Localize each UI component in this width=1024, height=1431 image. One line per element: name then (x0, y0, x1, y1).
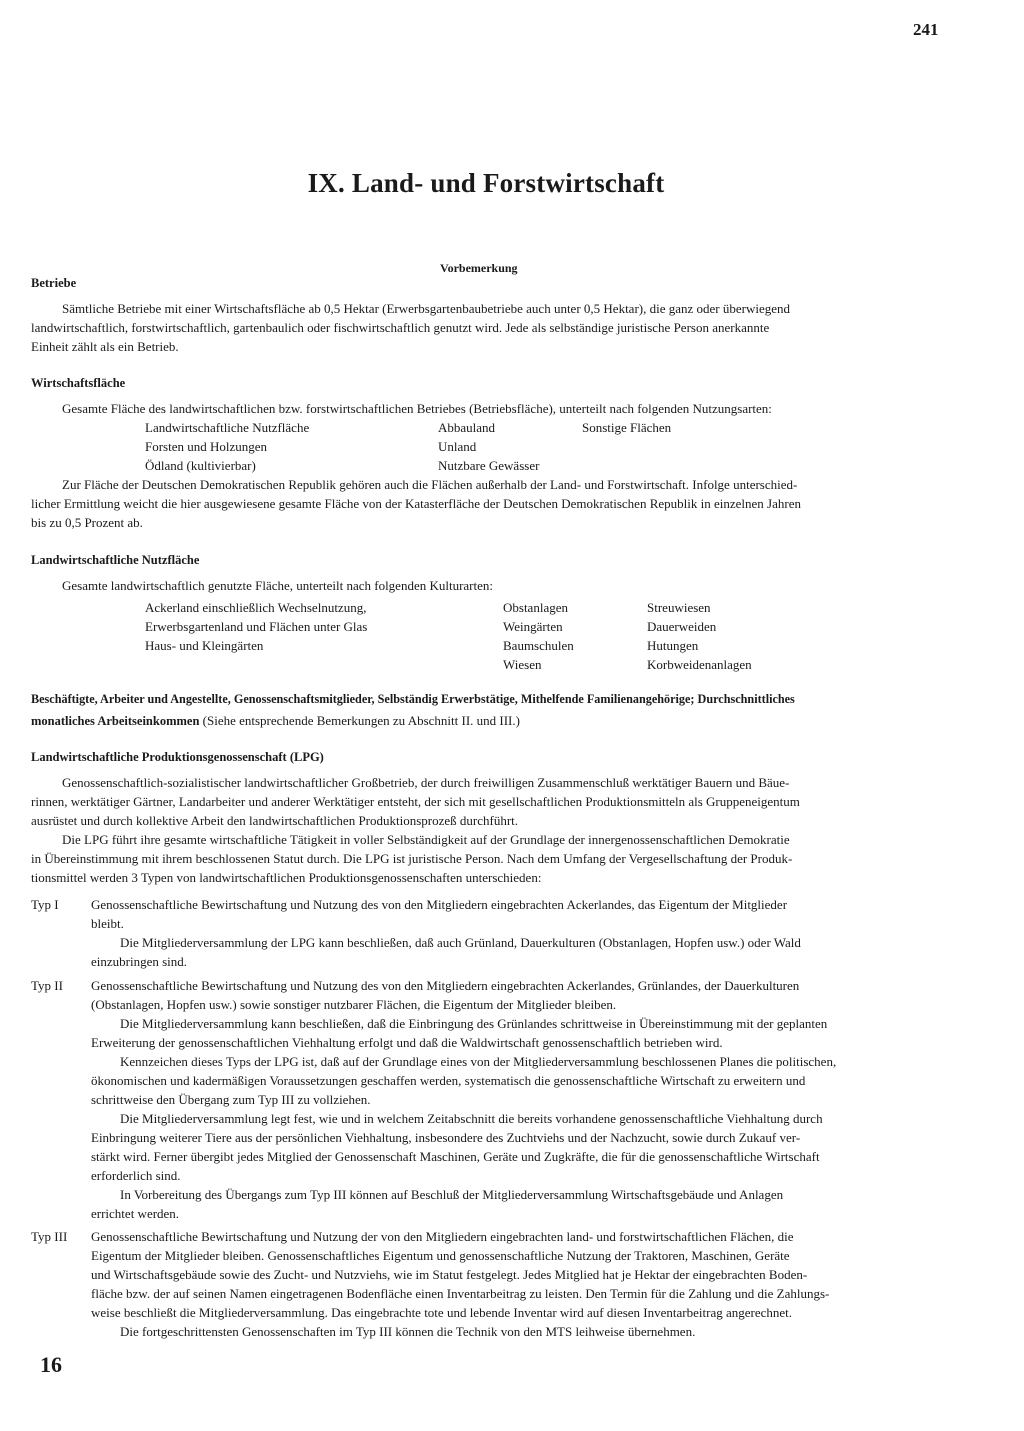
kulturart: Baumschulen (503, 638, 574, 653)
lpg-line: ausrüstet und durch kollektive Arbeit den landwirtschaftlichen Produktionsprozeß durchführt. (31, 813, 519, 828)
typ-3-line: weise beschließt die Mitgliederversammlung. Das eingebrachte tote und lebende Inventar wird auf diesen Inventarbeitrag angerechnet. (91, 1305, 793, 1320)
nutzflaeche-heading: Landwirtschaftliche Nutzfläche (31, 553, 200, 567)
typ-3-label: Typ III (31, 1229, 68, 1244)
chapter-title: IX. Land- und Forstwirtschaft (307, 168, 665, 198)
betriebe-heading: Betriebe (31, 276, 77, 290)
kulturart: Erwerbsgartenland und Flächen unter Glas (145, 619, 368, 634)
typ-3-line: Eigentum der Mitglieder bleiben. Genossenschaftliches Eigentum und genossenschaftliche Nutzung der Traktoren, Maschinen, Geräte (91, 1248, 790, 1263)
nutzungsart: Landwirtschaftliche Nutzfläche (145, 420, 310, 435)
beschaeftigte-text: (Siehe entsprechende Bemerkungen zu Abschnitt II. und III.) (202, 713, 520, 728)
wirtschaftsflaeche-intro: Gesamte Fläche des landwirtschaftlichen bzw. forstwirtschaftlichen Betriebes (Betriebsfläche), unterteilt nach folgenden Nutzungsarten: (62, 401, 772, 416)
typ-2-line: erforderlich sind. (91, 1168, 181, 1183)
signature-number: 16 (40, 1352, 62, 1377)
lpg-line: Die LPG führt ihre gesamte wirtschaftliche Tätigkeit in voller Selbständigkeit auf der Grundlage der innergenossenschaftlichen Demokratie (62, 832, 790, 847)
kulturart: Dauerweiden (647, 619, 717, 634)
nutzflaeche-intro: Gesamte landwirtschaftlich genutzte Fläche, unterteilt nach folgenden Kulturarten: (62, 578, 494, 593)
nutzungsart: Nutzbare Gewässer (438, 458, 540, 473)
lpg-heading: Landwirtschaftliche Produktionsgenossenschaft (LPG) (31, 750, 324, 764)
beschaeftigte-heading-cont: monatliches Arbeitseinkommen (31, 714, 200, 728)
nutzungsarten-col-3 (582, 418, 671, 437)
typ-2-line: In Vorbereitung des Übergangs zum Typ III können auf Beschluß der Mitgliederversammlung Wirtschaftsgebäude und Anlagen (120, 1187, 784, 1202)
typ-1-line: bleibt. (91, 916, 124, 931)
typ-1-line: einzubringen sind. (91, 954, 188, 969)
nutzungsart: Abbauland (438, 420, 496, 435)
typ-2-line: Die Mitgliederversammlung legt fest, wie und in welchem Zeitabschnitt die bereits vorhandene genossenschaftliche Viehhaltung durch (120, 1111, 823, 1126)
typ-2-line: Die Mitgliederversammlung kann beschließen, daß die Einbringung des Grünlandes schrittweise in Übereinstimmung mit der geplanten (120, 1016, 828, 1031)
typ-2-line: errichtet werden. (91, 1206, 180, 1221)
nutzungsarten-col-1 (145, 418, 309, 475)
beschaeftigte-line (31, 711, 520, 731)
nutzungsart: Unland (438, 439, 477, 454)
typ-1-label: Typ I (31, 897, 59, 912)
typ-1-line: Genossenschaftliche Bewirtschaftung und Nutzung des von den Mitgliedern eingebrachten Ackerlandes, das Eigentum der Mitglieder (91, 897, 788, 912)
typ-2-line: Einbringung weiterer Tiere aus der persönlichen Viehhaltung, insbesondere des Zuchtviehs und der Nachzucht, sowie durch Zukauf ver- (91, 1130, 801, 1145)
typ-2-label: Typ II (31, 978, 63, 993)
typ-2-line: ökonomischen und kadermäßigen Voraussetzungen geschaffen werden, systematisch die genossenschaftliche Wirtschaft zu erweitern und (91, 1073, 806, 1088)
kulturarten-col-1 (145, 598, 367, 655)
nutzungsart: Forsten und Holzungen (145, 439, 268, 454)
lpg-line: Genossenschaftlich-sozialistischer landwirtschaftlicher Großbetrieb, der durch freiwilligen Zusammenschluß werktätiger Bauern und Bäue- (62, 775, 790, 790)
betriebe-line: Sämtliche Betriebe mit einer Wirtschaftsfläche ab 0,5 Hektar (Erwerbsgartenbaubetriebe auch unter 0,5 Hektar), die ganz oder überwiegend (62, 301, 791, 316)
typ-3-line: Genossenschaftliche Bewirtschaftung und Nutzung der von den Mitgliedern eingebrachten land- und forstwirtschaftlichen Flächen, die (91, 1229, 794, 1244)
betriebe-line: landwirtschaftlich, forstwirtschaftlich, gartenbaulich oder fischwirtschaftlich genutzt wird. Jede als selbständige juristische Person anerkannte (31, 320, 770, 335)
wirtschaftsflaeche-line: licher Ermittlung weicht die hier ausgewiesene gesamte Fläche von der Katasterfläche der Deutschen Demokratischen Republik in einzelnen Jahren (31, 496, 801, 511)
kulturart: Haus- und Kleingärten (145, 638, 264, 653)
wirtschaftsflaeche-line: bis zu 0,5 Prozent ab. (31, 515, 143, 530)
typ-2-line: schrittweise den Übergang zum Typ III zu vollziehen. (91, 1092, 371, 1107)
typ-2-line: stärkt wird. Ferner übergibt jedes Mitglied der Genossenschaft Maschinen, Geräte und Zugkräfte, die für die genossenschaftliche Wirtschaft (91, 1149, 820, 1164)
page-number: 241 (913, 20, 939, 39)
typ-2-line: (Obstanlagen, Hopfen usw.) sowie sonstiger nutzbarer Flächen, die Eigentum der Mitglieder bleiben. (91, 997, 617, 1012)
lpg-line: rinnen, werktätiger Gärtner, Landarbeiter und anderer Werktätiger entsteht, der sich mit gesellschaftlichen Produktionsmitteln als Gruppeneigentum (31, 794, 800, 809)
lpg-line: in Übereinstimmung mit ihrem beschlossenen Statut durch. Die LPG ist juristische Person. Nach dem Umfang der Vergesellschaftung der Produk- (31, 851, 793, 866)
kulturarten-col-2 (503, 598, 574, 674)
typ-2-line: Genossenschaftliche Bewirtschaftung und Nutzung des von den Mitgliedern eingebrachten Ackerlandes, Grünlandes, der Dauerkulturen (91, 978, 800, 993)
typ-1-line: Die Mitgliederversammlung der LPG kann beschließen, daß auch Grünland, Dauerkulturen (Obstanlagen, Hopfen usw.) oder Wald (120, 935, 801, 950)
section-vorbemerkung: Vorbemerkung (440, 261, 518, 275)
kulturarten-col-3 (647, 598, 752, 674)
wirtschaftsflaeche-heading: Wirtschaftsfläche (31, 376, 126, 390)
betriebe-line: Einheit zählt als ein Betrieb. (31, 339, 179, 354)
lpg-line: tionsmittel werden 3 Typen von landwirtschaftlichen Produktionsgenossenschaften unterschieden: (31, 870, 542, 885)
kulturart: Obstanlagen (503, 600, 568, 615)
nutzungsart: Sonstige Flächen (582, 420, 672, 435)
typ-2-line: Erweiterung der genossenschaftlichen Viehhaltung erfolgt und daß die Waldwirtschaft genossenschaftlich betrieben wird. (91, 1035, 723, 1050)
kulturart: Ackerland einschließlich Wechselnutzung, (145, 600, 367, 615)
nutzungsart: Ödland (kultivierbar) (145, 458, 256, 473)
kulturart: Wiesen (503, 657, 542, 672)
kulturart: Weingärten (503, 619, 563, 634)
typ-3-line: und Wirtschaftsgebäude sowie des Zucht- und Nutzviehs, wie im Statut festgelegt. Jedes Mitglied hat je Hektar der eingebrachten Boden- (91, 1267, 808, 1282)
typ-3-line: Die fortgeschrittensten Genossenschaften im Typ III können die Technik von den MTS leihweise übernehmen. (120, 1324, 696, 1339)
kulturart: Korbweidenanlagen (647, 657, 752, 672)
typ-2-line: Kennzeichen dieses Typs der LPG ist, daß auf der Grundlage eines von der Mitgliederversammlung beschlossenen Planes die politischen, (120, 1054, 837, 1069)
kulturart: Hutungen (647, 638, 699, 653)
wirtschaftsflaeche-line: Zur Fläche der Deutschen Demokratischen Republik gehören auch die Flächen außerhalb der Land- und Forstwirtschaft. Infolge unterschied- (62, 477, 798, 492)
kulturart: Streuwiesen (647, 600, 711, 615)
beschaeftigte-heading: Beschäftigte, Arbeiter und Angestellte, Genossenschaftsmitglieder, Selbständig Erwerbstätige, Mithelfende Familienangehörige; Durchschnittliches (31, 692, 795, 706)
typ-3-line: fläche bzw. der auf seinen Namen eingetragenen Bodenfläche einen Inventarbeitrag zu leisten. Den Termin für die Zahlung und die Zahlungs- (91, 1286, 830, 1301)
nutzungsarten-col-2 (438, 418, 539, 475)
